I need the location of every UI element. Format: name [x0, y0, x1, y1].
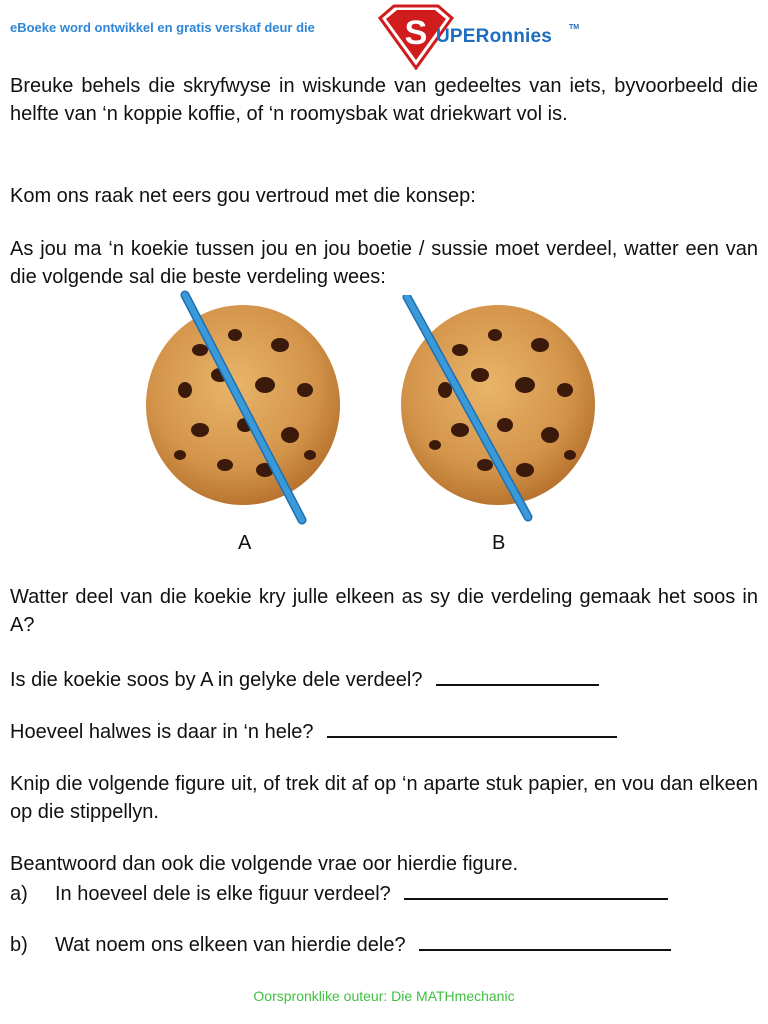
logo-trademark: TM	[569, 24, 580, 31]
answer-blank-halwes[interactable]	[327, 716, 617, 738]
logo-word: UPERonnies	[436, 26, 553, 47]
question-b-marker: b)	[10, 934, 28, 956]
cookie-a-image	[140, 290, 350, 530]
cookie-illustrations	[0, 290, 768, 560]
koekie-paragraph: As jou ma ‘n koekie tussen jou en jou boetie / sussie moet verdeel, watter een van die volgende sal die beste verdeling wees:	[10, 238, 758, 288]
question-gelyke-dele	[10, 664, 599, 694]
superonnies-logo	[376, 4, 586, 70]
cookie-b-label: B	[492, 532, 506, 554]
question-a-text: In hoeveel dele is elke figuur verdeel?	[55, 883, 391, 905]
logo-badge-letter: S	[404, 14, 428, 52]
question-a-marker: a)	[10, 883, 28, 905]
answer-blank-a[interactable]	[404, 878, 668, 900]
question-halwes	[10, 716, 617, 746]
footer-author: Oorspronklike outeur: Die MATHmechanic	[253, 988, 515, 1004]
knip-paragraph: Knip die volgende figure uit, of trek dit af op ‘n aparte stuk papier, en vou dan elkeen op die stippellyn.	[10, 773, 758, 823]
question-a	[10, 878, 668, 908]
page-header	[0, 0, 768, 70]
cookie-a-label: A	[238, 532, 252, 554]
question-halwes-text: Hoeveel halwes is daar in ‘n hele?	[10, 721, 314, 743]
question-gelyke-dele-text: Is die koekie soos by A in gelyke dele verdeel?	[10, 669, 423, 691]
watter-deel-paragraph: Watter deel van die koekie kry julle elkeen as sy die verdeling gemaak het soos in A?	[10, 586, 758, 636]
question-b	[10, 929, 671, 959]
header-tagline: eBoeke word ontwikkel en gratis verskaf deur die	[10, 20, 315, 35]
answer-blank-b[interactable]	[419, 929, 671, 951]
answer-blank-gelyke-dele[interactable]	[436, 664, 599, 686]
konsep-paragraph: Kom ons raak net eers gou vertroud met die konsep:	[10, 185, 476, 207]
beantwoord-paragraph: Beantwoord dan ook die volgende vrae oor hierdie figure.	[10, 853, 519, 875]
intro-paragraph: Breuke behels die skryfwyse in wiskunde van gedeeltes van iets, byvoorbeeld die helfte van ‘n koppie koffie, of ‘n roomysbak wat driekwart vol is.	[10, 75, 758, 125]
cookie-b-image	[395, 295, 605, 535]
question-b-text: Wat noem ons elkeen van hierdie dele?	[55, 934, 406, 956]
